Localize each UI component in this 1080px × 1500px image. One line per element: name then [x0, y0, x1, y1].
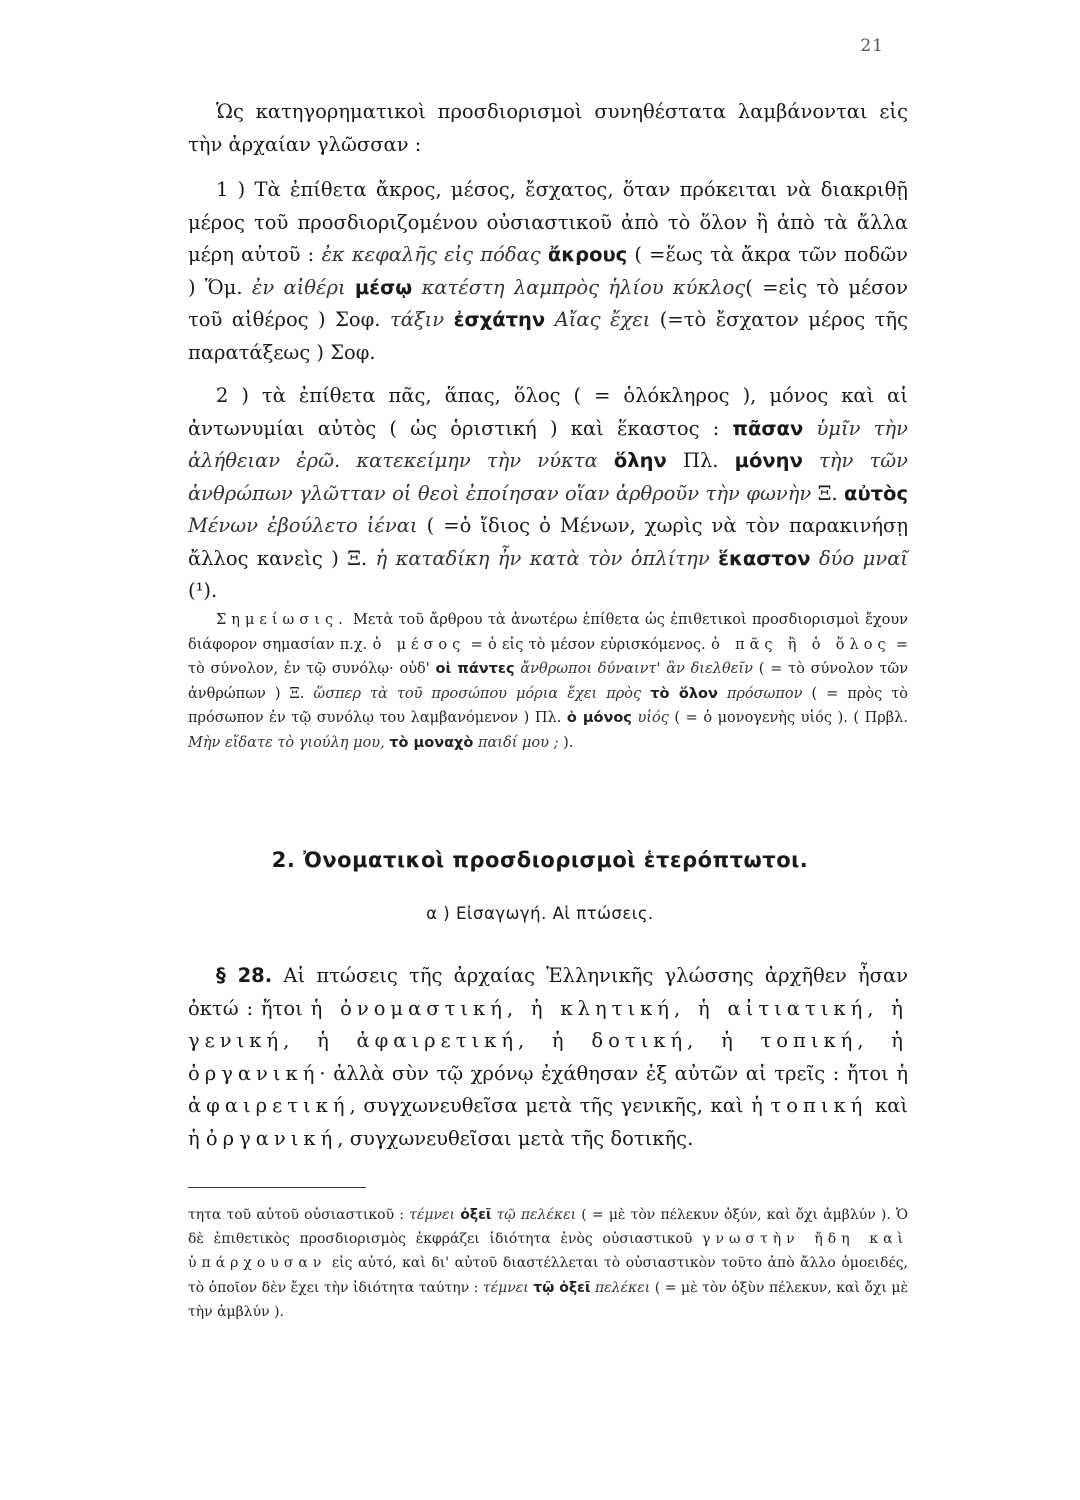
item-1-text: ( =ἕως τὰ ἄκρα τῶν ποδῶν ) Ὅμ.	[188, 243, 909, 299]
item-2-quote: δύο μναῖ	[818, 546, 909, 570]
note-text: ( = ὁ μονογενὴς υἱός ). ( Πρβλ.	[674, 710, 908, 727]
note-text: Μετὰ τοῦ ἄρθρου τὰ ἀνωτέρω ἐπίθετα ὡς ἐπιθετικοὶ προσδιορισμοὶ ἔχουν διάφορον σημασίαν π.χ.	[188, 612, 908, 653]
note-spaced: ὁ μέσος	[372, 636, 466, 653]
note-spaced: ὁ πᾶς ἢ ὁ ὅλος	[711, 636, 891, 653]
section-28-text: Αἱ πτώσεις τῆς ἀρχαίας Ἑλληνικῆς γλώσσης ἀρχῆθεν ἦσαν ὀκτώ : ἤτοι	[188, 964, 908, 1020]
note-text: ( = τὸ σύνολον τῶν ἀνθρώπων ) Ξ.	[188, 661, 909, 702]
note-quote: ἄνθρωποι δύναιντ' ἂν διελθεῖν	[520, 661, 753, 678]
footnote-quote: τέμνει	[482, 1279, 529, 1296]
note-quote: Μὴν εἴδατε τὸ γιούλη μου,	[188, 734, 385, 751]
section-28-text: καὶ ἡ	[188, 1094, 909, 1150]
footnote-rule	[188, 1187, 366, 1188]
section-28-spaced: ὀργανική	[205, 1126, 338, 1150]
intro-text: Ὡς κατηγορηματικοὶ προσδιορισμοὶ συνηθέστατα λαμβάνονται εἰς τὴν ἀρχαίαν γλῶσσαν :	[188, 100, 908, 156]
item-2-text: Ξ.	[817, 481, 838, 505]
footnote-bold: τῷ ὀξεῖ	[533, 1279, 591, 1296]
subsection-heading: α ) Εἰσαγωγή. Αἱ πτώσεις.	[426, 904, 654, 923]
item-2-quote: τὴν τῶν ἀνθρώπων γλῶτταν οἱ θεοὶ ἐποίησαν οἵαν ἀρθροῦν τὴν φωνὴν	[188, 449, 909, 505]
item-2-text: 2 ) τὰ ἐπίθετα πᾶς, ἅπας, ὅλος ( = ὁλόκληρος ), μόνος καὶ αἱ ἀντωνυμίαι αὐτὸς ( ὡς ὁριστική ) καὶ ἕκαστος :	[188, 384, 908, 440]
item-1-quote: ἐκ κεφαλῆς εἰς πόδας	[321, 243, 541, 266]
footnote-text: εἰς αὐτό, καὶ δι' αὐτοῦ διαστέλλεται τὸ οὐσιαστικὸν τοῦτο ἀπὸ ἄλλο ὁμοειδές, τὸ ὁποῖον δὲν ἔχει τὴν ἰδιότητα ταύτην :	[188, 1255, 909, 1296]
footnote-text: τητα τοῦ αὐτοῦ οὐσιαστικοῦ :	[188, 1207, 404, 1223]
section-28-paragraph	[188, 960, 908, 1155]
item-2-text: ( =ὁ ἴδιος ὁ Μένων, χωρὶς νὰ τὸν παρακινήσῃ ἄλλος κανεὶς ) Ξ.	[188, 514, 909, 570]
item-1-text: (=τὸ ἔσχατον μέρος τῆς παρατάξεως ) Σοφ.	[188, 308, 909, 364]
item-1-bold: ἄκρους	[547, 243, 628, 266]
section-number: § 28.	[216, 964, 273, 987]
section-heading: 2. Ὀνοματικοὶ προσδιορισμοὶ ἑτερόπτωτοι.	[271, 848, 809, 872]
footnote-quote: πελέκει	[594, 1279, 651, 1296]
item-2-quote: Μένων ἐβούλετο ἰέναι	[188, 514, 418, 537]
item-1-quote: τάξιν	[389, 308, 445, 331]
item-1-paragraph	[188, 174, 908, 369]
footnote-quote: τῷ πελέκει	[496, 1207, 577, 1223]
note-bold: τὸ ὅλον	[650, 685, 718, 702]
note-bold: οἱ πάντες	[435, 661, 515, 678]
section-28-text: , συγχωνευθεῖσαι μετὰ τῆς δοτικῆς.	[337, 1126, 694, 1150]
footnote-text: ( = μὲ τὸν ὀξὺν πέλεκυν, καὶ ὄχι μὲ τὴν ἀμβλύν ).	[188, 1279, 909, 1320]
note-text: = τὸ σύνολον, ἐν τῷ συνόλῳ· οὐδ'	[188, 636, 909, 678]
item-2-text: Πλ.	[682, 449, 719, 472]
intro-paragraph	[188, 96, 908, 161]
footnote-text: ( = μὲ τὸν πέλεκυν ὀξύν, καὶ ὄχι ἀμβλύν ). Ὁ δὲ ἐπιθετικὸς προσδιορισμὸς ἐκφράζει ἰδιότητα ἑνὸς οὐσιαστικοῦ	[188, 1207, 908, 1248]
footnote-spaced: γνωστὴν ἤδη καὶ ὑπάρχουσαν	[188, 1231, 909, 1272]
item-1-text: 1 ) Τὰ ἐπίθετα ἄκρος, μέσος, ἔσχατος, ὅταν πρόκειται νὰ διακριθῇ μέρος τοῦ προσδιοριζομένου οὐσιαστικοῦ ἀπὸ τὸ ὅλον ἢ ἀπὸ τὰ ἄλλα μέρη αὐτοῦ :	[188, 178, 908, 266]
item-1-quote: Αἴας ἔχει	[554, 308, 651, 331]
item-2-quote: ἡ καταδίκη ἦν κατὰ τὸν ὁπλίτην	[375, 546, 710, 570]
note-quote: υἱός	[637, 710, 669, 727]
intro-block	[188, 96, 908, 161]
section-28-spaced: ἡ ὀνομαστική, ἡ κλητική, ἡ αἰτιατική, ἡ γενική, ἡ ἀφαιρετική, ἡ δοτική, ἡ τοπική, ἡ ὀργανική	[188, 996, 908, 1085]
item-2-block	[188, 380, 908, 608]
page-number: 21	[860, 36, 884, 56]
item-1-bold: μέσῳ	[354, 275, 413, 299]
footnote-paragraph	[188, 1203, 908, 1324]
item-2-bold: αὐτὸς	[844, 481, 909, 505]
note-text: ( = πρὸς τὸ πρόσωπον ἐν τῷ συνόλῳ του λαμβανόμενον ) Πλ.	[188, 685, 909, 727]
item-1-quote: ἐν αἰθέρι	[251, 275, 346, 299]
note-quote: παιδί μου ;	[477, 734, 559, 751]
item-2-text: (¹).	[188, 579, 218, 602]
note-quote: πρόσωπον	[726, 685, 803, 702]
note-bold: τὸ μοναχὸ	[389, 734, 474, 751]
footnote-quote: τέμνει	[409, 1207, 456, 1223]
note-label: Σημείωσις.	[216, 612, 348, 628]
item-1-text: ( =εἰς τὸ μέσον τοῦ αἰθέρος ) Σοφ.	[188, 275, 908, 331]
item-2-quote: ὑμῖν τὴν ἀλήθειαν ἐρῶ. κατεκείμην τὴν νύκτα	[188, 416, 909, 472]
note-block	[188, 608, 908, 756]
item-1-quote: κατέστη λαμπρὸς ἡλίου κύκλος	[421, 275, 746, 299]
section-28-spaced: ἀφαιρετική	[188, 1094, 350, 1117]
section-28-block	[188, 960, 908, 1155]
item-1-bold: ἐσχάτην	[453, 308, 546, 331]
note-text: = ὁ εἰς τὸ μέσον εὑρισκόμενος.	[470, 636, 706, 653]
item-2-bold: μόνην	[734, 449, 803, 472]
section-28-text: · ἀλλὰ σὺν τῷ χρόνῳ ἐχάθησαν ἐξ αὐτῶν αἱ τρεῖς : ἤτοι ἡ	[319, 1061, 908, 1085]
footnote-block	[188, 1203, 908, 1324]
section-28-spaced: τοπική	[770, 1094, 868, 1117]
item-2-bold: ὅλην	[613, 449, 667, 472]
item-2-paragraph	[188, 380, 908, 608]
note-text: ).	[563, 734, 574, 751]
footnote-bold: ὀξεῖ	[460, 1207, 492, 1223]
note-quote: ὥσπερ τὰ τοῦ προσώπου μόρια ἔχει πρὸς	[313, 685, 642, 702]
item-1-block	[188, 174, 908, 369]
note-bold: ὁ μόνος	[566, 710, 632, 727]
item-2-bold: ἕκαστον	[718, 546, 811, 570]
note-paragraph	[188, 608, 908, 756]
section-28-text: , συγχωνευθεῖσα μετὰ τῆς γενικῆς, καὶ ἡ	[349, 1094, 763, 1117]
item-2-bold: πᾶσαν	[732, 416, 804, 440]
